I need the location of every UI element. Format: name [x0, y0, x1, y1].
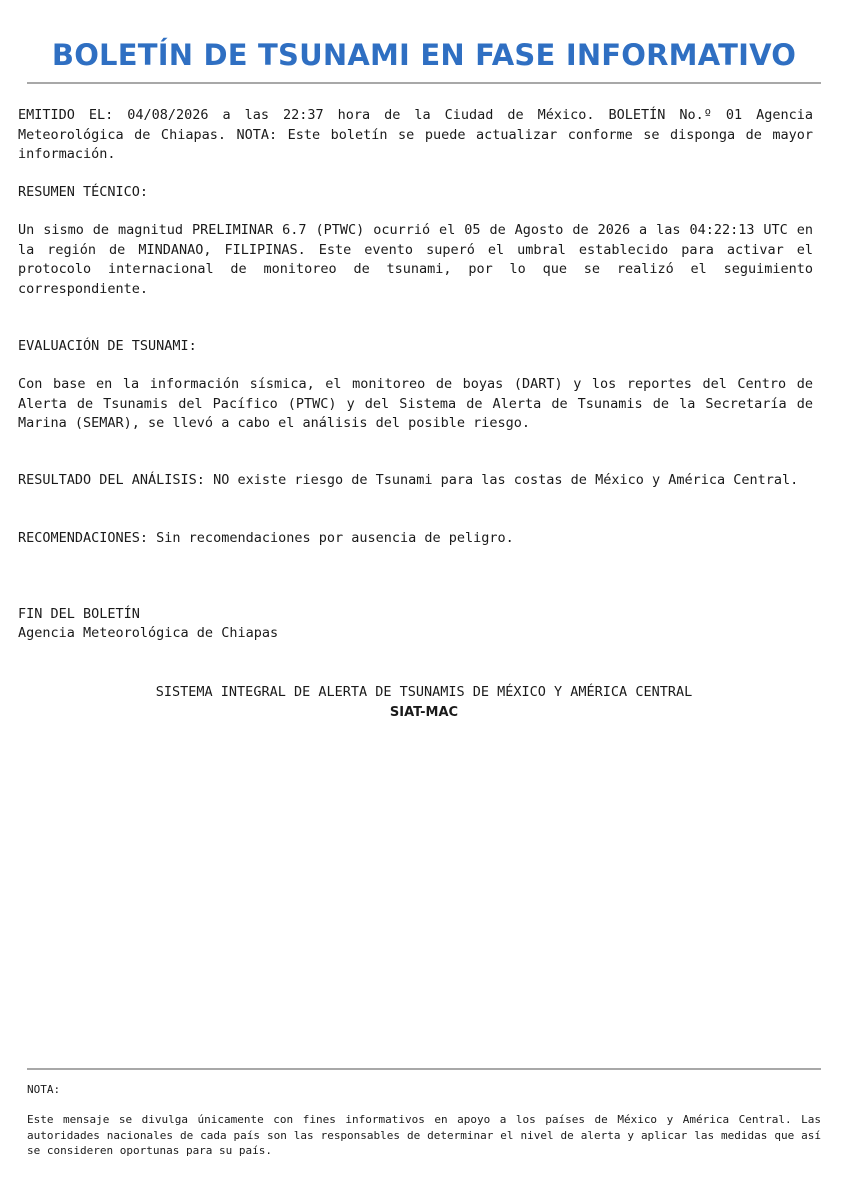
summary-paragraph: Un sismo de magnitud PRELIMINAR 6.7 (PTWC) ocurrió el 05 de Agosto de 2026 a las 04:22:13 UTC en la región de MINDANAO, FILIPINAS. Este evento superó el umbral establecido para activar el protocolo internacional de monitoreo de tsunami, por lo que se realizó el seguimiento correspondiente.	[18, 222, 813, 297]
agency-name: Agencia Meteorológica de Chiapas	[18, 625, 279, 641]
evaluation-heading: EVALUACIÓN DE TSUNAMI:	[18, 338, 197, 354]
analysis-result: RESULTADO DEL ANÁLISIS: NO existe riesgo de Tsunami para las costas de México y América Central.	[18, 472, 799, 488]
system-name: SISTEMA INTEGRAL DE ALERTA DE TSUNAMIS DE MÉXICO Y AMÉRICA CENTRAL	[155, 684, 693, 700]
system-acronym: SIAT-MAC	[389, 705, 459, 720]
evaluation-paragraph: Con base en la información sísmica, el monitoreo de boyas (DART) y los reportes del Centro de Alerta de Tsunamis del Pacífico (PTWC) y del Sistema de Alerta de Tsunamis de la Secretaría de Marina (SEMAR), se llevó a cabo el análisis del posible riesgo.	[18, 376, 813, 431]
end-of-bulletin: FIN DEL BOLETÍN	[18, 606, 140, 622]
note-text: Este mensaje se divulga únicamente con fines informativos en apoyo a los países de México y América Central. Las autoridades nacionales de cada país son las responsables de determinar el nivel de alerta y aplicar las medidas que así se consideren oportunas para su país.	[27, 1113, 821, 1157]
issued-paragraph: EMITIDO EL: 04/08/2026 a las 22:37 hora de la Ciudad de México. BOLETÍN No.º 01 Agencia Meteorológica de Chiapas. NOTA: Este boletín se puede actualizar conforme se disponga de mayor información.	[18, 107, 813, 162]
page-title: BOLETÍN DE TSUNAMI EN FASE INFORMATIVO	[51, 38, 797, 72]
note-heading: NOTA:	[27, 1083, 61, 1096]
header-divider	[27, 82, 821, 84]
recommendations: RECOMENDACIONES: Sin recomendaciones por ausencia de peligro.	[18, 530, 514, 546]
footer-divider	[27, 1068, 821, 1070]
summary-heading: RESUMEN TÉCNICO:	[18, 184, 149, 200]
